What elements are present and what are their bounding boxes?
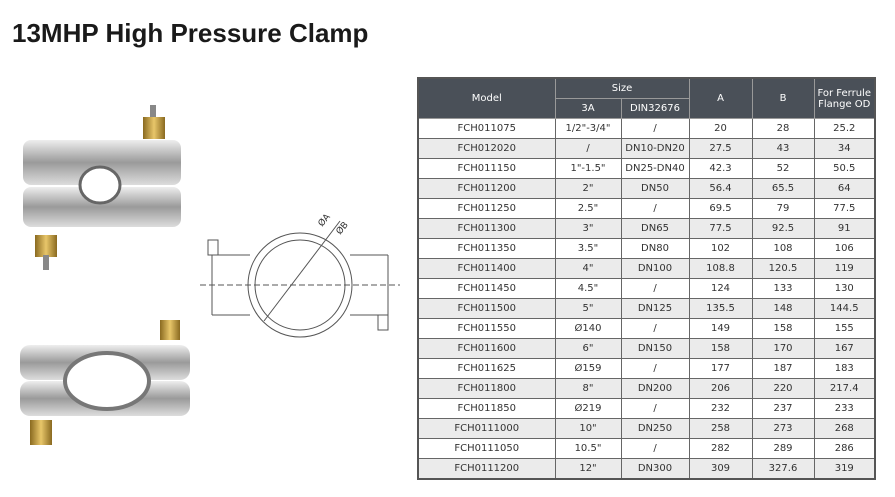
cell-b: 187 — [752, 359, 814, 379]
spec-table — [417, 77, 876, 480]
cell-od: 34 — [814, 139, 875, 159]
cell-size-din: DN150 — [621, 339, 689, 359]
table-row — [418, 259, 875, 279]
cell-a: 206 — [689, 379, 752, 399]
table-row — [418, 439, 875, 459]
table-row — [418, 279, 875, 299]
table-row — [418, 119, 875, 139]
cell-a: 124 — [689, 279, 752, 299]
cell-od: 130 — [814, 279, 875, 299]
table-row — [418, 219, 875, 239]
header-od: For Ferrule Flange OD — [814, 78, 875, 119]
cell-b: 79 — [752, 199, 814, 219]
cell-size-din: / — [621, 439, 689, 459]
page-title: 13MHP High Pressure Clamp — [12, 18, 369, 48]
cell-model: FCH011350 — [418, 239, 555, 259]
table-row — [418, 139, 875, 159]
cell-od: 268 — [814, 419, 875, 439]
cell-model: FCH0111050 — [418, 439, 555, 459]
table-row — [418, 379, 875, 399]
cell-size-3a: 4" — [555, 259, 621, 279]
clamp-photo-large — [15, 315, 195, 455]
cell-od: 217.4 — [814, 379, 875, 399]
cell-od: 286 — [814, 439, 875, 459]
header-3a: 3A — [555, 99, 621, 119]
cell-od: 144.5 — [814, 299, 875, 319]
cell-size-3a: 1"-1.5" — [555, 159, 621, 179]
cell-model: FCH011550 — [418, 319, 555, 339]
cell-size-din: DN125 — [621, 299, 689, 319]
cell-size-din: DN300 — [621, 459, 689, 480]
cell-b: 327.6 — [752, 459, 814, 480]
cell-b: 133 — [752, 279, 814, 299]
table-row — [418, 319, 875, 339]
cell-od: 183 — [814, 359, 875, 379]
cell-size-din: DN50 — [621, 179, 689, 199]
cell-a: 177 — [689, 359, 752, 379]
cell-b: 170 — [752, 339, 814, 359]
cell-a: 149 — [689, 319, 752, 339]
cell-model: FCH011250 — [418, 199, 555, 219]
cell-size-3a: Ø219 — [555, 399, 621, 419]
cell-model: FCH011150 — [418, 159, 555, 179]
header-size: Size — [555, 78, 689, 99]
cell-size-3a: 10.5" — [555, 439, 621, 459]
cell-b: 158 — [752, 319, 814, 339]
cell-a: 27.5 — [689, 139, 752, 159]
cell-od: 167 — [814, 339, 875, 359]
cell-size-3a: 8" — [555, 379, 621, 399]
cell-b: 43 — [752, 139, 814, 159]
table-row — [418, 419, 875, 439]
cell-size-3a: 3" — [555, 219, 621, 239]
cell-od: 319 — [814, 459, 875, 480]
cell-od: 106 — [814, 239, 875, 259]
cell-size-3a: 10" — [555, 419, 621, 439]
cell-model: FCH011075 — [418, 119, 555, 139]
cell-size-3a: 1/2"-3/4" — [555, 119, 621, 139]
cell-b: 108 — [752, 239, 814, 259]
cell-a: 135.5 — [689, 299, 752, 319]
clamp-diagram — [200, 205, 400, 355]
cell-size-din: / — [621, 399, 689, 419]
header-a: A — [689, 78, 752, 119]
cell-size-din: DN200 — [621, 379, 689, 399]
cell-a: 102 — [689, 239, 752, 259]
cell-model: FCH0111000 — [418, 419, 555, 439]
cell-size-din: DN250 — [621, 419, 689, 439]
cell-model: FCH011400 — [418, 259, 555, 279]
cell-size-din: / — [621, 279, 689, 299]
cell-size-3a: Ø140 — [555, 319, 621, 339]
header-b: B — [752, 78, 814, 119]
cell-od: 155 — [814, 319, 875, 339]
diameter-b-label: ØB — [334, 220, 351, 237]
cell-b: 148 — [752, 299, 814, 319]
cell-size-din: / — [621, 359, 689, 379]
cell-a: 258 — [689, 419, 752, 439]
table-row — [418, 339, 875, 359]
cell-size-din: / — [621, 119, 689, 139]
cell-a: 309 — [689, 459, 752, 480]
cell-od: 77.5 — [814, 199, 875, 219]
cell-b: 92.5 — [752, 219, 814, 239]
cell-od: 64 — [814, 179, 875, 199]
cell-size-din: DN10-DN20 — [621, 139, 689, 159]
cell-a: 282 — [689, 439, 752, 459]
cell-model: FCH011600 — [418, 339, 555, 359]
cell-model: FCH011200 — [418, 179, 555, 199]
cell-size-3a: 2.5" — [555, 199, 621, 219]
cell-size-din: / — [621, 199, 689, 219]
cell-a: 232 — [689, 399, 752, 419]
cell-od: 233 — [814, 399, 875, 419]
header-din: DIN32676 — [621, 99, 689, 119]
cell-model: FCH011800 — [418, 379, 555, 399]
cell-model: FCH0111200 — [418, 459, 555, 480]
cell-od: 50.5 — [814, 159, 875, 179]
cell-size-din: DN100 — [621, 259, 689, 279]
cell-model: FCH011850 — [418, 399, 555, 419]
diameter-a-label: ØA — [316, 212, 333, 229]
cell-a: 108.8 — [689, 259, 752, 279]
cell-a: 77.5 — [689, 219, 752, 239]
cell-a: 42.3 — [689, 159, 752, 179]
table-row — [418, 199, 875, 219]
cell-size-3a: Ø159 — [555, 359, 621, 379]
table-row — [418, 239, 875, 259]
cell-b: 120.5 — [752, 259, 814, 279]
table-row — [418, 459, 875, 480]
cell-size-3a: 12" — [555, 459, 621, 480]
cell-b: 237 — [752, 399, 814, 419]
cell-model: FCH011500 — [418, 299, 555, 319]
table-row — [418, 179, 875, 199]
cell-size-3a: 3.5" — [555, 239, 621, 259]
cell-a: 158 — [689, 339, 752, 359]
cell-b: 289 — [752, 439, 814, 459]
cell-od: 119 — [814, 259, 875, 279]
cell-b: 28 — [752, 119, 814, 139]
cell-size-3a: 2" — [555, 179, 621, 199]
cell-a: 20 — [689, 119, 752, 139]
cell-size-3a: / — [555, 139, 621, 159]
cell-model: FCH011450 — [418, 279, 555, 299]
cell-model: FCH011625 — [418, 359, 555, 379]
table-row — [418, 359, 875, 379]
table-row — [418, 299, 875, 319]
clamp-photo-small — [15, 95, 190, 280]
cell-b: 65.5 — [752, 179, 814, 199]
cell-size-din: DN80 — [621, 239, 689, 259]
cell-b: 273 — [752, 419, 814, 439]
cell-model: FCH012020 — [418, 139, 555, 159]
cell-od: 91 — [814, 219, 875, 239]
cell-size-din: / — [621, 319, 689, 339]
cell-size-3a: 4.5" — [555, 279, 621, 299]
cell-model: FCH011300 — [418, 219, 555, 239]
cell-size-3a: 5" — [555, 299, 621, 319]
table-row — [418, 399, 875, 419]
cell-size-din: DN65 — [621, 219, 689, 239]
cell-a: 69.5 — [689, 199, 752, 219]
cell-od: 25.2 — [814, 119, 875, 139]
cell-b: 52 — [752, 159, 814, 179]
cell-b: 220 — [752, 379, 814, 399]
cell-size-3a: 6" — [555, 339, 621, 359]
cell-a: 56.4 — [689, 179, 752, 199]
table-row — [418, 159, 875, 179]
cell-size-din: DN25-DN40 — [621, 159, 689, 179]
header-model: Model — [418, 78, 555, 119]
